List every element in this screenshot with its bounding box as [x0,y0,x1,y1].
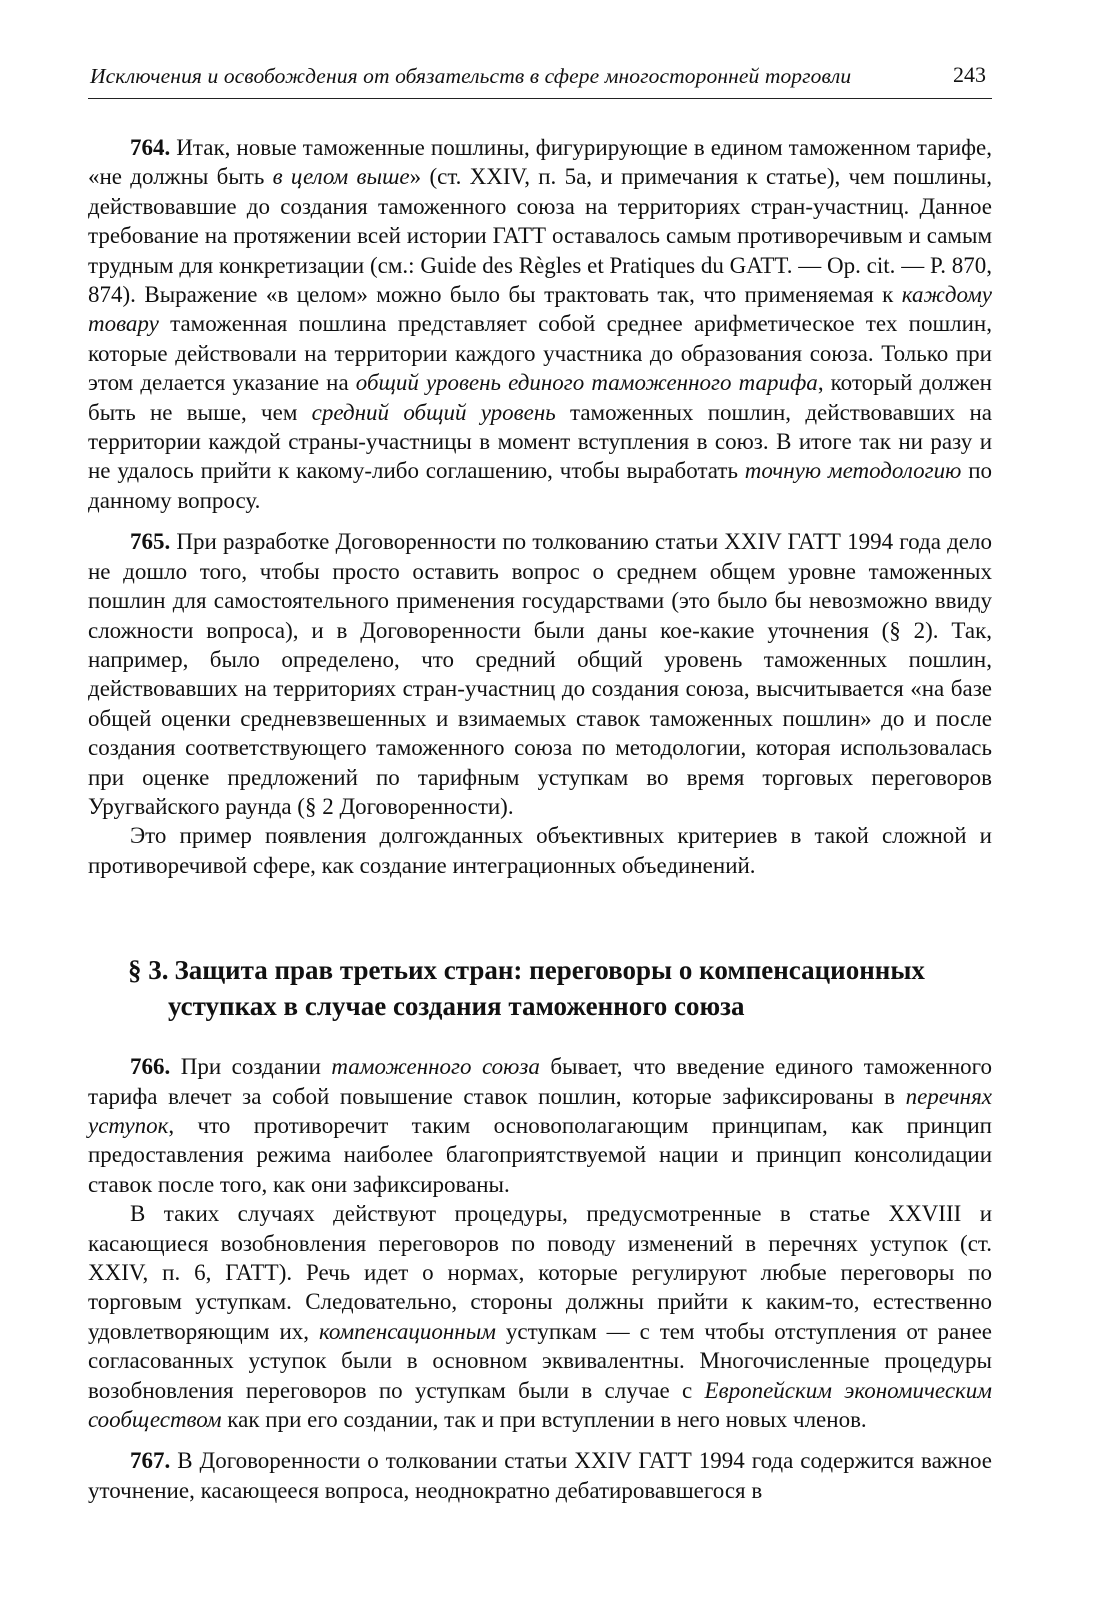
text-run: бывает, что введение единого таможенного тарифа влечет за собой повышение ставок пошлин, которые зафиксированы в [88,1054,992,1109]
paragraph-number: 767. [130,1448,171,1474]
section-title-line-2: уступках в случае создания таможенного союза [168,991,745,1022]
page-number: 243 [953,62,986,87]
italic-run: точную методологию [744,458,962,484]
text-run: » (ст. XXIV, п. 5a, и примечания к статье), чем пошлины, действовавшие до создания таможенного союза на территориях стран-участниц. Данное требование на протяжении всей истории ГАТТ оставалось самым противоречивым и самым трудным для конкретизации (см.: Guide des Règles et Pratiques du GATT. — Op. cit. — P. 870, 874). Выражение «в целом» можно было бы трактовать так, что применяемая к [88,164,993,308]
paragraph-number: 765. [130,529,171,555]
text-run: по данному вопросу. [88,458,993,513]
italic-run: перечнях уступок [88,1083,992,1138]
text-run: таможенная пошлина представляет собой среднее арифметическое тех пошлин, которые действовали на территории каждого участника до образования союза. Только при этом делается указание на [88,311,992,396]
text-run: уступкам — с тем чтобы отступления от ранее согласованных уступок были в основном эквивалентны. Многочисленные процедуры возобновления переговоров по уступкам были в случае с [88,1318,992,1403]
paragraph-764 [88,133,992,515]
italic-run: Европейским экономическим сообществом [88,1377,992,1433]
section-title-line-1: Защита прав третьих стран: переговоры о компенсационных [174,955,925,986]
text-run: , который должен быть не выше, чем [88,370,992,425]
page-body [88,133,992,1505]
paragraph-765-continuation: Это пример появления долгожданных объективных критериев в такой сложной и противоречивой сфере, как создание интеграционных объединений. [88,823,992,878]
text-run: таможенных пошлин, действовавших на территории каждой страны-участницы в момент вступления в союз. В итоге так ни разу и не удалось прийти к какому-либо соглашению, чтобы выработать [88,399,992,484]
running-title: Исключения и освобождения от обязательств в сфере многосторонней торговли [90,64,852,88]
text-run: В таких случаях действуют процедуры, предусмотренные в статье XXVIII и касающиеся возобновления переговоров по поводу изменений в перечнях уступок (ст. XXIV, п. 6, ГАТТ). Речь идет о нормах, которые регулируют любые переговоры по торговым уступкам. Следовательно, стороны должны прийти к каким-то, естественно удовлетворяющим их, [88,1201,992,1344]
text-run: В Договоренности о толковании статьи XXIV ГАТТ 1994 года содержится важное уточнение, касающееся вопроса, неоднократно дебатировавшегося в [88,1448,992,1503]
text-run: , что противоречит таким основополагающим принципам, как принцип предоставления режима наиболее благоприятствуемой нации и принцип консолидации ставок после того, как они зафиксированы. [88,1112,992,1197]
italic-run: средний общий уровень [311,399,556,425]
text-run: При создании [170,1054,332,1080]
section-heading [88,952,992,1024]
italic-run: таможенного союза [331,1054,540,1080]
italic-run: компенсационным [318,1318,496,1344]
paragraph-767 [88,1446,992,1505]
paragraph-number: 766. [130,1054,171,1080]
section-mark: § 3. [128,955,169,986]
paragraph-766 [88,1052,992,1199]
italic-run: каждому товару [88,282,992,337]
paragraph-number: 764. [130,135,171,160]
running-header [88,60,992,99]
paragraph-765 [88,527,992,821]
italic-run: в целом выше [272,164,410,190]
text-run: При разработке Договоренности по толкованию статьи XXIV ГАТТ 1994 года дело не дошло того, чтобы просто оставить вопрос о среднем общем уровне таможенных пошлин для самостоятельного применения государствами (это было бы невозможно ввиду сложности вопроса), и в Договоренности были даны кое-какие уточнения (§ 2). Так, например, было определено, что средний общий уровень таможенных пошлин, действовавших на территориях стран-участниц до создания союза, высчитывается «на базе общей оценки средневзвешенных и взимаемых ставок таможенных пошлин» до и после создания соответствующего таможенного союза по методологии, которая использовалась при оценке предложений по тарифным уступкам во время торговых переговоров Уругвайского раунда (§ 2 Договоренности). [88,529,992,819]
paragraph-766-continuation [88,1199,992,1434]
text-run: Итак, новые таможенные пошлины, фигурирующие в едином таможенном тарифе, «не должны быть [88,135,992,190]
italic-run: общий уровень единого таможенного тарифа [355,370,818,396]
text-run: как при его создании, так и при вступлении в него новых членов. [221,1407,867,1433]
